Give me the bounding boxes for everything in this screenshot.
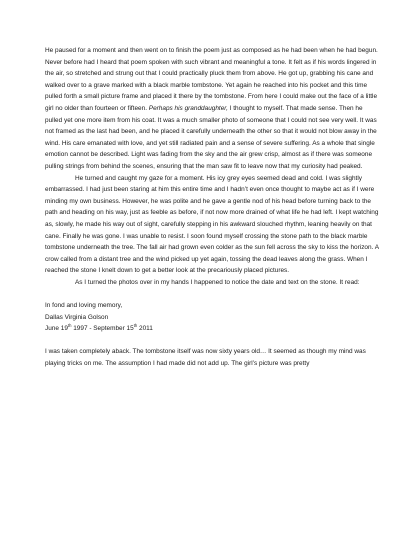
paragraph-2: He turned and caught my gaze for a moment. His icy grey eyes seemed dead and cold. I was slightly embarrassed. I had just been staring at him this entire time and I hadn’t even once thought to maybe act as if I were minding my own business. However, he was polite and he gave a gentle nod of his head before turning back to the path and heading on his way, just as feeble as before, if not now more drained of what life he had left. I kept watching as, slowly, he made his way out of sight, carefully stepping in his awkward slouched rhythm, leaning heavily on that cane. Finally he was gone. I was unable to resist. I soon found myself crossing the stone path to the black marble tombstone underneath the tree. The fall air had grown even colder as the sun fell across the sky to kiss the horizon. A crow called from a distant tree and the wind picked up yet again, tossing the dead leaves along the grass. When I reached the stone I knelt down to get a better look at the precariously placed pictures. — [45, 174, 379, 275]
epitaph-name: Dallas Virginia Golson — [45, 313, 109, 321]
paragraph-1-text-a: He paused for a moment and then went on to finish the poem just as composed as he had been when he had begun. Never before had I heard that poem spoken with such vibrant and meaningful a tone. It felt as if his words lingered in the air, so stretched and strung out that I could practically pluck them from above. He got up, grabbing his cane and walked over to a grave marked with a black marble tombstone. Yet again he reached into his pocket and this time pulled forth a small picture frame and placed it there by the tombstone. From here I could make out the face of a little girl no older than fourteen or fifteen. — [45, 47, 378, 112]
epitaph-date-start: June 19 — [45, 325, 68, 333]
epitaph-line-1: In fond and loving memory, — [45, 302, 123, 310]
epitaph-date-mid: 1997 - September 15 — [71, 325, 134, 333]
epitaph-date-end: 2011 — [137, 325, 153, 333]
paragraph-1-text-b: I thought to myself. That made sense. Then he pulled yet one more item from his coat. It was a much smaller photo of someone that I could not see very well. It was not framed as the last had been, and he placed it carefully underneath the other so that it would not blow away in the wind. His care emanated with love, and yet still radiated pain and a sense of severe suffering. As a whole that single emotion cannot be described. Light was fading from the sky and the air grew crisp, almost as if there was someone pulling strings from behind the scenes, ensuring that the man saw fit to leave now that my curiosity had peaked. — [45, 104, 377, 170]
paragraph-1-italic: Perhaps his granddaughter, — [148, 104, 228, 112]
paragraph-3: As I turned the photos over in my hands I happened to notice the date and text on the stone. It read: — [75, 278, 360, 286]
paragraph-1 — [45, 45, 380, 173]
epitaph-dates — [45, 323, 380, 335]
epitaph — [45, 300, 380, 335]
paragraph-4: I was taken completely aback. The tombstone itself was now sixty years old… It seemed as though my mind was playing tricks on me. The assumption I had made did not add up. The girl’s picture was pretty — [45, 348, 366, 368]
epitaph-date-start-suffix: th — [67, 323, 72, 329]
epitaph-date-end-suffix: th — [133, 323, 138, 329]
